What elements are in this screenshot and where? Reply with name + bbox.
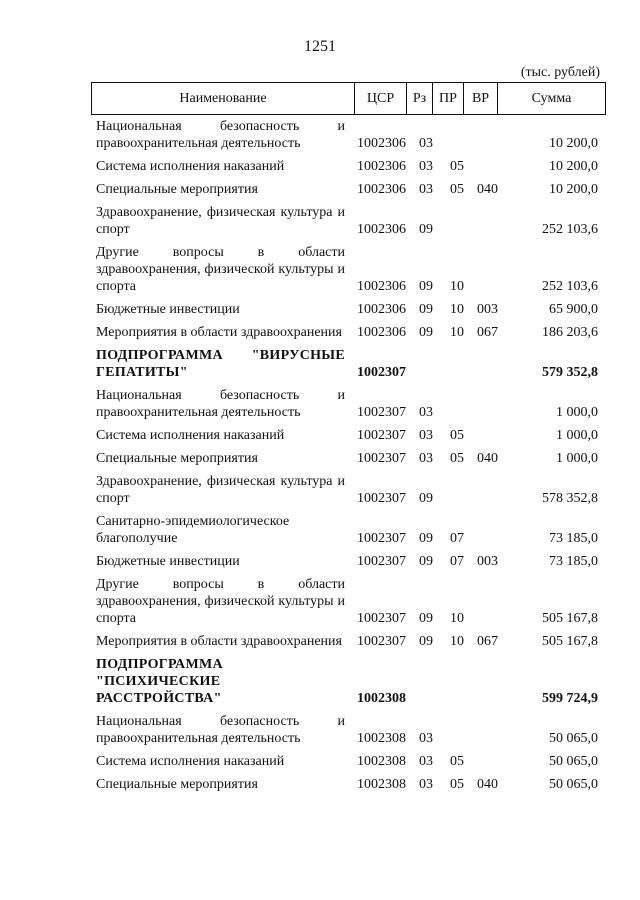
row-pr: 05 [450,182,464,197]
row-name: Здравоохранение, физическая культура и спорт [96,474,345,506]
header-csr: ЦСР [355,83,407,114]
row-vr: 040 [477,451,498,466]
row-vr: 067 [477,325,498,340]
row-values [96,158,602,175]
row-csr: 1002307 [357,405,406,420]
table-row [96,118,602,152]
header-vr: ВР [464,83,498,114]
row-sum: 10 200,0 [549,159,598,174]
row-values [96,404,602,421]
row-sum: 1 000,0 [556,405,598,420]
row-rz: 09 [419,611,433,626]
row-vr: 040 [477,777,498,792]
row-rz: 03 [419,428,433,443]
row-rz: 09 [419,634,433,649]
row-sum: 505 167,8 [542,611,598,626]
row-csr: 1002307 [357,634,406,649]
row-rz: 03 [419,731,433,746]
row-sum: 186 203,6 [542,325,598,340]
row-name: Мероприятия в области здравоохранения [96,634,342,649]
row-sum: 50 065,0 [549,777,598,792]
row-pr: 05 [450,428,464,443]
row-pr: 05 [450,777,464,792]
row-name: Национальная безопасность и правоохранительная деятельность [96,714,345,746]
row-pr: 10 [450,279,464,294]
row-values [96,530,602,547]
row-values [96,490,602,507]
header-name: Наименование [92,83,355,114]
row-rz: 09 [419,302,433,317]
row-name: Специальные мероприятия [96,451,258,466]
row-values [96,553,602,570]
row-values [96,221,602,238]
row-rz: 03 [419,451,433,466]
row-csr: 1002306 [357,279,406,294]
row-rz: 03 [419,159,433,174]
row-rz: 03 [419,182,433,197]
row-name: Другие вопросы в области здравоохранения, физической культуры и спорта [96,577,345,626]
table-row [96,776,602,793]
row-vr: 067 [477,634,498,649]
row-name: Специальные мероприятия [96,182,258,197]
row-pr: 10 [450,302,464,317]
row-csr: 1002306 [357,325,406,340]
table-row [96,473,602,507]
table-body [96,118,602,799]
row-pr: 05 [450,159,464,174]
row-pr: 07 [450,531,464,546]
row-sum: 599 724,9 [542,691,598,706]
row-sum: 50 065,0 [549,731,598,746]
header-pr: ПР [433,83,464,114]
row-pr: 07 [450,554,464,569]
row-csr: 1002307 [357,451,406,466]
row-csr: 1002306 [357,136,406,151]
row-pr: 10 [450,325,464,340]
row-values [96,324,602,341]
table-row [96,158,602,175]
row-sum: 578 352,8 [542,491,598,506]
row-sum: 50 065,0 [549,754,598,769]
row-values [96,278,602,295]
row-rz: 03 [419,405,433,420]
row-csr: 1002306 [357,302,406,317]
row-csr: 1002308 [357,731,406,746]
table-row [96,513,602,547]
row-sum: 1 000,0 [556,451,598,466]
row-values [96,730,602,747]
row-sum: 65 900,0 [549,302,598,317]
row-name: Санитарно-эпидемиологическое благополучие [96,514,290,546]
header-rz: Рз [407,83,433,114]
row-csr: 1002308 [357,777,406,792]
row-csr: 1002306 [357,222,406,237]
row-rz: 09 [419,222,433,237]
table-row [96,181,602,198]
table-row [96,427,602,444]
row-csr: 1002308 [357,691,406,706]
row-sum: 252 103,6 [542,222,598,237]
table-row [96,633,602,650]
row-rz: 09 [419,531,433,546]
row-sum: 505 167,8 [542,634,598,649]
units-label: (тыс. рублей) [520,65,600,80]
table-row [96,576,602,627]
table-row [96,713,602,747]
row-name: Система исполнения наказаний [96,428,285,443]
table-row [96,387,602,421]
row-sum: 73 185,0 [549,531,598,546]
row-rz: 09 [419,554,433,569]
row-csr: 1002306 [357,159,406,174]
header-sum: Сумма [531,91,572,106]
table-row [96,324,602,341]
table-header [91,82,606,115]
subprogram-row [96,347,602,381]
row-name: Бюджетные инвестиции [96,302,240,317]
row-rz: 09 [419,491,433,506]
row-name: ПОДПРОГРАММА "ВИРУСНЫЕ ГЕПАТИТЫ" [96,348,345,380]
row-pr: 05 [450,754,464,769]
row-name: ПОДПРОГРАММА "ПСИХИЧЕСКИЕ РАССТРОЙСТВА" [96,657,223,706]
row-rz: 09 [419,279,433,294]
table-row [96,301,602,318]
row-csr: 1002307 [357,491,406,506]
table-row [96,244,602,295]
row-vr: 040 [477,182,498,197]
row-name: Система исполнения наказаний [96,754,285,769]
row-rz: 03 [419,136,433,151]
row-rz: 03 [419,754,433,769]
row-name: Национальная безопасность и правоохранительная деятельность [96,119,345,151]
row-rz: 03 [419,777,433,792]
row-name: Бюджетные инвестиции [96,554,240,569]
row-sum: 73 185,0 [549,554,598,569]
row-sum: 10 200,0 [549,136,598,151]
table-row [96,753,602,770]
row-csr: 1002307 [357,554,406,569]
row-values [96,427,602,444]
row-values [96,690,602,707]
page-number: 1251 [304,38,336,55]
row-values [96,181,602,198]
row-values [96,135,602,152]
row-sum: 252 103,6 [542,279,598,294]
row-name: Специальные мероприятия [96,777,258,792]
row-values [96,610,602,627]
row-name: Мероприятия в области здравоохранения [96,325,342,340]
table-row [96,450,602,467]
row-csr: 1002308 [357,754,406,769]
row-sum: 1 000,0 [556,428,598,443]
row-csr: 1002306 [357,182,406,197]
row-name: Другие вопросы в области здравоохранения, физической культуры и спорта [96,245,345,294]
row-pr: 05 [450,451,464,466]
row-rz: 09 [419,325,433,340]
row-name: Здравоохранение, физическая культура и спорт [96,205,345,237]
row-vr: 003 [477,302,498,317]
row-values [96,450,602,467]
subprogram-row [96,656,602,707]
row-name: Национальная безопасность и правоохранительная деятельность [96,388,345,420]
row-sum: 579 352,8 [542,365,598,380]
row-sum: 10 200,0 [549,182,598,197]
row-csr: 1002307 [357,611,406,626]
row-vr: 003 [477,554,498,569]
row-csr: 1002307 [357,365,406,380]
row-values [96,753,602,770]
table-row [96,553,602,570]
row-values [96,364,602,381]
row-pr: 10 [450,634,464,649]
row-pr: 10 [450,611,464,626]
row-csr: 1002307 [357,531,406,546]
row-values [96,301,602,318]
table-row [96,204,602,238]
row-values [96,776,602,793]
row-values [96,633,602,650]
row-name: Система исполнения наказаний [96,159,285,174]
row-csr: 1002307 [357,428,406,443]
